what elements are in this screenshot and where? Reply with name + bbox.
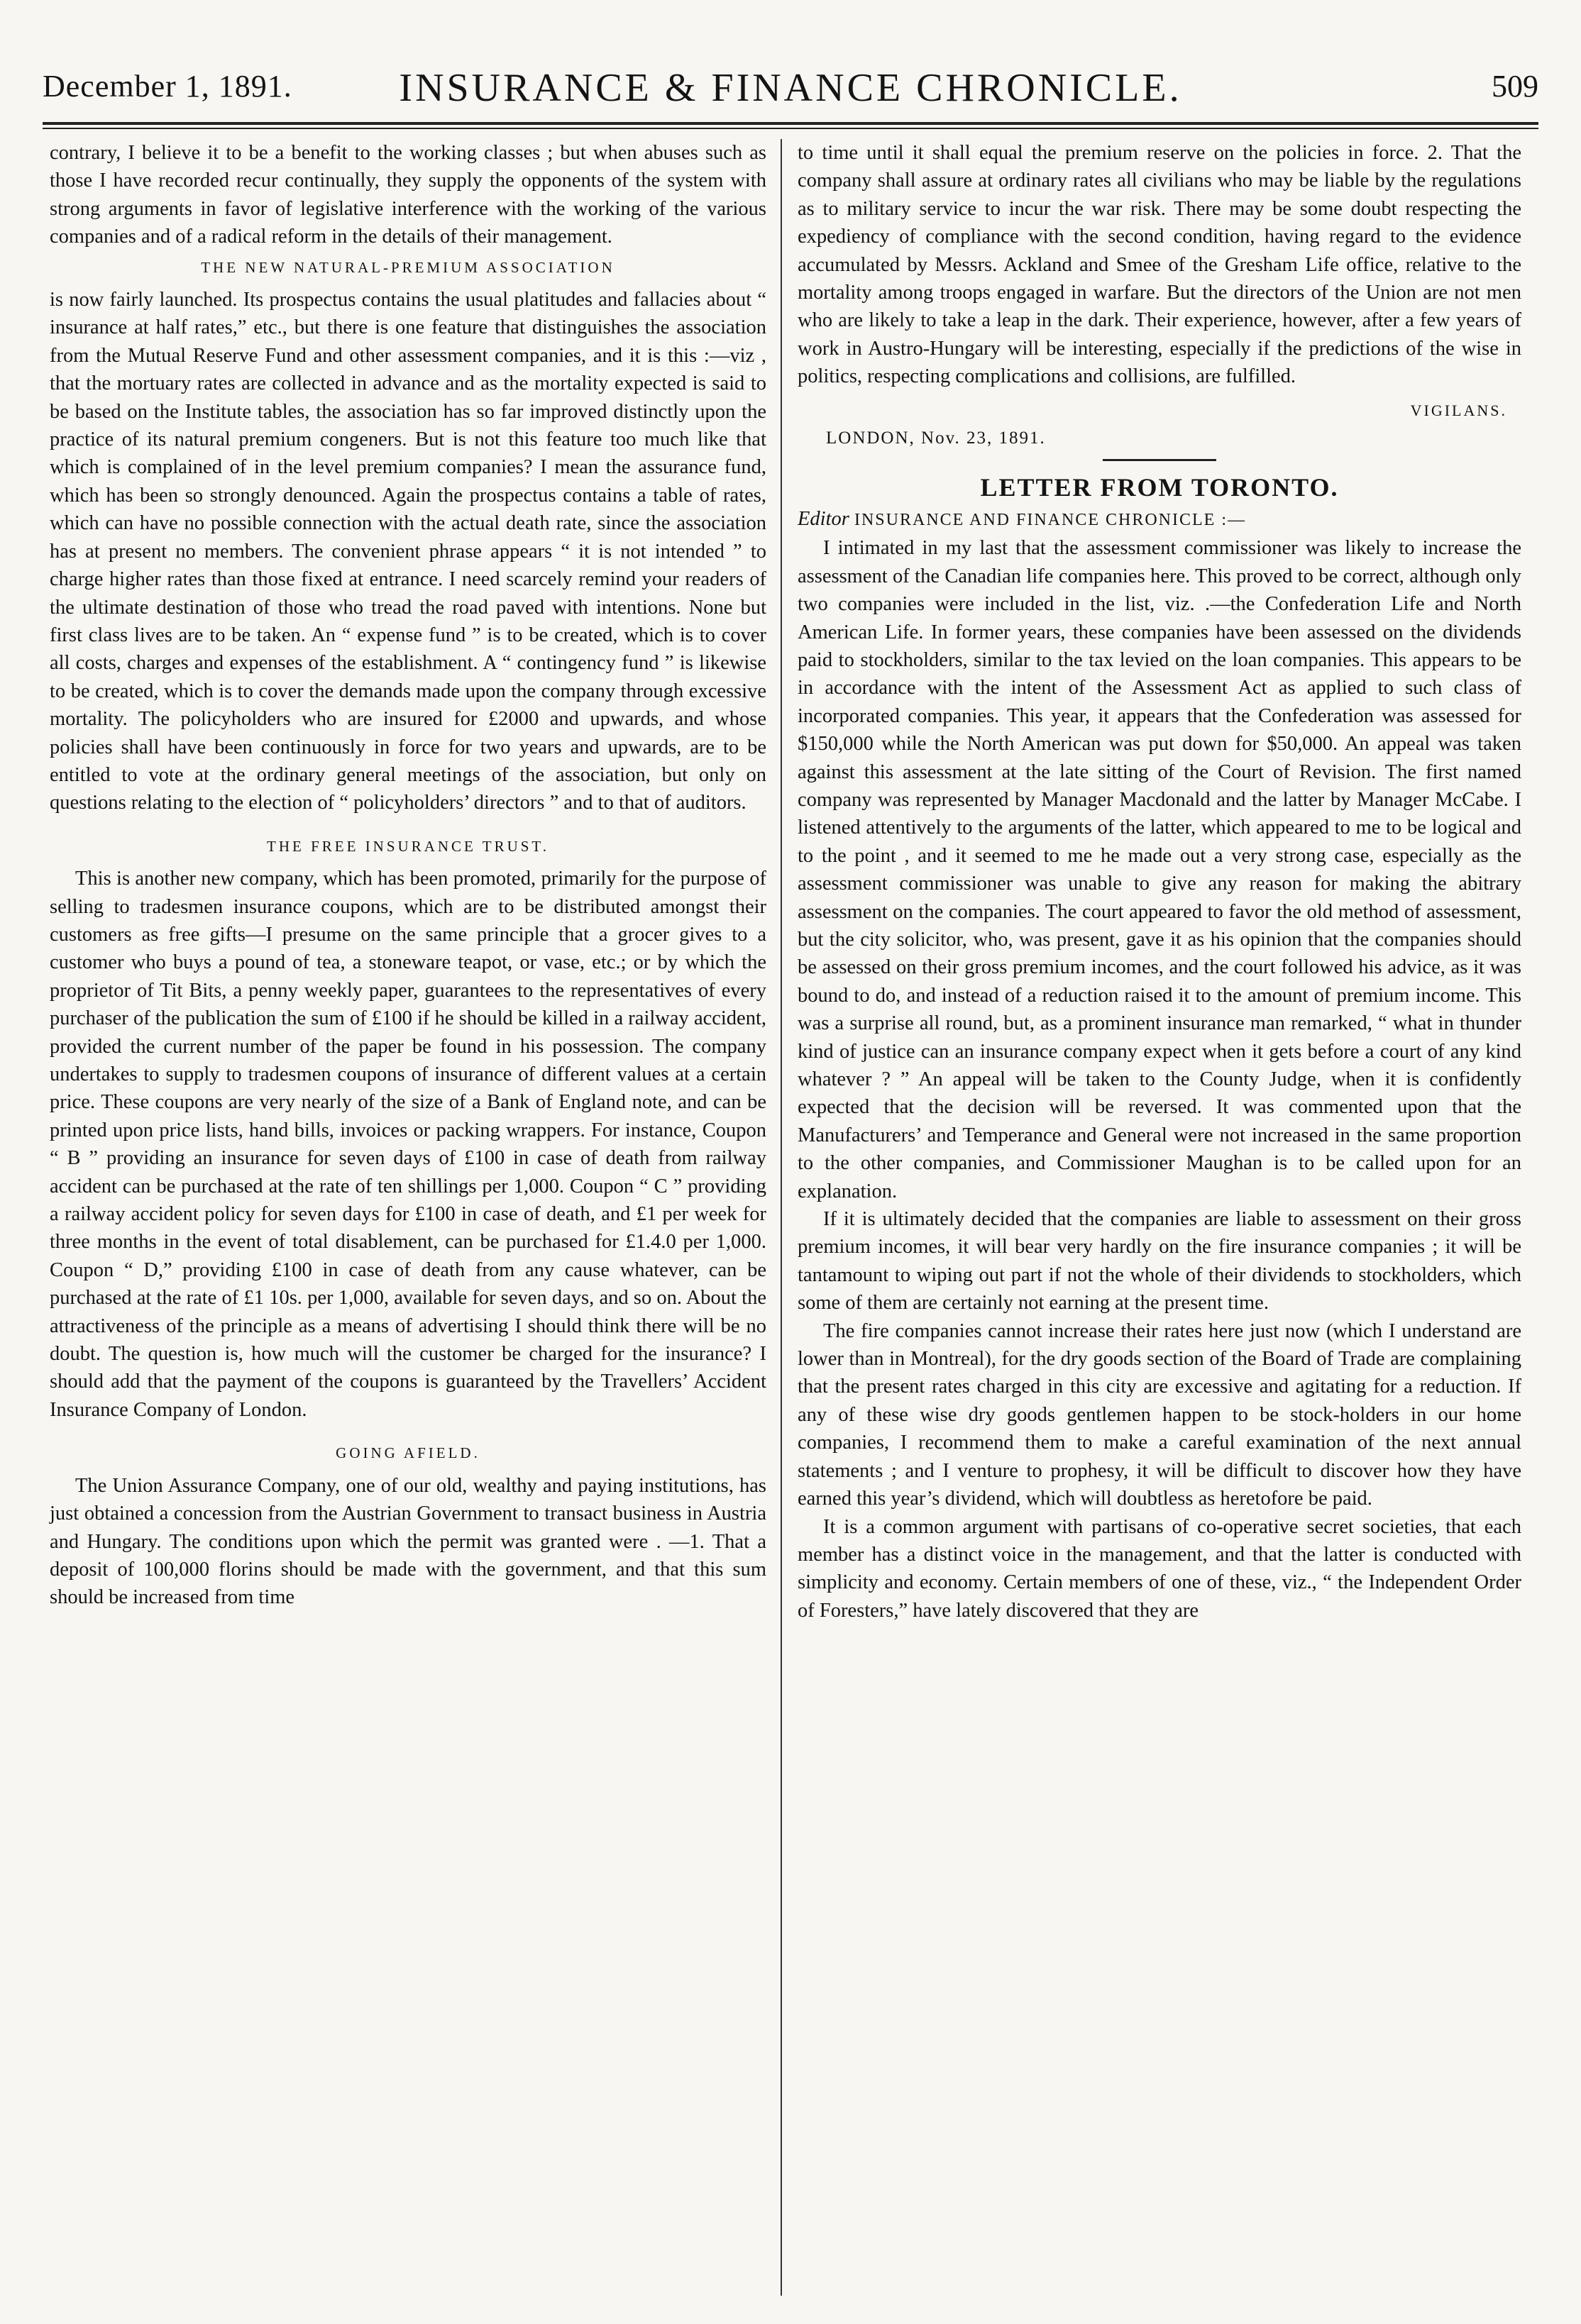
paragraph: contrary, I believe it to be a benefit to the working classes ; but when abuses such as those I have recorded recur continually, they supply the opponents of the system with strong arguments in favor of legislative interference with the working of the various companies and of a radical reform in the details of their management. [50,142,766,248]
page-header [43,68,1538,118]
issue-date: December 1, 1891. [43,69,292,104]
paragraph: I intimated in my last that the assessment commissioner was likely to increase the assessment of the Canadian life companies here. This proved to be correct, although only two companies were included in the list, viz. .—the Confederation Life and North American Life. In former years, these companies have been assessed on the dividends paid to stockholders, similar to the tax levied on the loan companies. This appears to be in accordance with the intent of the Assessment Act as applied to such class of incorporated companies. This year, it appears that the Confederation was assessed for $150,000 while the North American was put down for $50,000. An appeal was taken against this assessment at the late sitting of the Court of Revision. The first named company was represented by Manager Macdonald and the latter by Manager McCabe. I listened attentively to the arguments of the latter, which appeared to me to be logical and to the point , and it seemed to me he made out a very strong case, especially as the assessment commissioner was unable to give any reason for making the abitrary assessment on the companies. The court appeared to favor the old method of assessment, but the city solicitor, who, was present, gave it as his opinion that the companies should be assessed on their gross premium incomes, and the court followed his advice, as it was bound to do, and instead of a reduction raised it to the amount of premium income. This was a surprise all round, but, as a prominent insurance man remarked, “ what in thunder kind of justice can an insurance company expect when it gets before a court of any kind whatever ? ” An appeal will be taken to the County Judge, when it is confidently expected that the decision will be reversed. It was commented upon that the Manufacturers’ and Temperance and General were not increased in the same proportion to the other companies, and Commissioner Maughan is to be called upon for an explanation. [798,537,1521,1202]
letter-title: LETTER FROM TORONTO. [980,473,1339,502]
salutation [798,505,1521,534]
paragraph: If it is ultimately decided that the companies are liable to assessment on their gross premium incomes, it will bear very hardly on the fire insurance companies ; it will be tantamount to wiping out part if not the whole of their dividends to stockholders, which some of them are certainly not earning at the present time. [798,1208,1521,1315]
section-heading: THE FREE INSURANCE TRUST. [267,837,549,855]
signature: VIGILANS. [1410,401,1507,419]
salutation-name: INSURANCE AND FINANCE CHRONICLE :— [854,510,1246,529]
paragraph: This is another new company, which has been promoted, primarily for the purpose of selling to tradesmen insurance coupons, which are to be distributed amongst their customers as free gifts—I presume on the same principle that a grocer gives to a customer who buys a pound of tea, a stoneware teapot, or vase, etc.; or by which the proprietor of Tit Bits, a penny weekly paper, guarantees to the representatives of every purchaser of the publication the sum of £100 if he should be killed in a railway accident, provided the current number of the paper be found in his possession. The company undertakes to supply to tradesmen coupons of insurance of different values at a certain price. These coupons are very nearly of the size of a Bank of England note, and can be printed upon price lists, hand bills, invoices or packing wrappers. For instance, Coupon “ B ” providing an insurance for seven days of £100 in case of death from railway accident can be purchased at the rate of ten shillings per 1,000. Coupon “ C ” providing a railway accident policy for seven days for £100 in case of death, and £1 per week for three months in the event of total disablement, can be purchased for £1.4.0 per 1,000. Coupon “ D,” providing £100 in case of death from any cause whatever, can be purchased at the rate of £1 10s. per 1,000, available for seven days, and so on. About the attractiveness of the principle as a means of advertising I should think there will be no doubt. The question is, how much will the customer be charged for the insurance? I should add that the payment of the coupons is guaranteed by the Travellers’ Accident Insurance Company of London. [50,868,766,1421]
header-rule-thin [43,128,1538,129]
page-number: 509 [1492,69,1538,104]
paragraph: The fire companies cannot increase their rates here just now (which I understand are lower than in Montreal), for the dry goods section of the Board of Trade are complaining that the present rates charged in this city are excessive and agitating for a reduction. If any of these wise dry goods gentlemen happen to be stock-holders in our home companies, I recommend them to make a careful examination of the next annual statements ; and I venture to prophesy, it will be difficult to discover how they have earned this year’s dividend, which will doubtless as heretofore be paid. [798,1319,1521,1510]
paragraph: The Union Assurance Company, one of our old, wealthy and paying institutions, has just obtained a concession from the Austrian Government to transact business in Austria and Hungary. The conditions upon which the permit was granted were . —1. That a deposit of 100,000 florins should be made with the government, and that this sum should be increased from time [50,1474,766,1609]
column-divider [781,139,782,2296]
section-heading: THE NEW NATURAL-PREMIUM ASSOCIATION [201,258,615,276]
section-heading: GOING AFIELD. [336,1444,480,1462]
right-column [798,139,1521,2296]
header-rule-thick [43,122,1538,125]
dateline: LONDON, Nov. 23, 1891. [826,428,1046,448]
paragraph: to time until it shall equal the premium reserve on the policies in force. 2. That the company shall assure at ordinary rates all civilians who may be liable by the regulations as to military service to incur the war risk. There may be some doubt respecting the expediency of compliance with the second condition, having regard to the evidence accumulated by Messrs. Ackland and Smee of the Gresham Life office, relative to the mortality among troops engaged in warfare. But the directors of the Union are not men who are likely to take a leap in the dark. Their experience, however, after a few years of work in Austro-Hungary will be interesting, especially if the predictions of the wise in politics, respecting complications and collisions, are fulfilled. [798,142,1521,388]
paragraph: is now fairly launched. Its prospectus contains the usual platitudes and fallacies about “ insurance at half rates,” etc., but there is one feature that distinguishes the association from the Mutual Reserve Fund and other assessment companies, and it is this :—viz , that the mortuary rates are collected in advance and as the mortality expected is said to be based on the Institute tables, the association has so far improved distinctly upon the practice of its natural premium congeners. But is not this feature too much like that which is complained of in the level premium companies? I mean the assurance fund, which has been so strongly denounced. Again the prospectus contains a table of rates, which can have no possible connection with the actual death rate, since the association has at present no members. The convenient phrase appears “ it is not intended ” to charge higher rates than those fixed at entrance. I need scarcely remind your readers of the ultimate destination of those who tread the road paved with intentions. None but first class lives are to be taken. An “ expense fund ” is to be created, which is to cover all costs, charges and expenses of the establishment. A “ contingency fund ” is likewise to be created, which is to cover the demands made upon the company through excessive mortality. The policyholders who are insured for £2000 and upwards, and whose policies shall have been continuously in force for two years and upwards, are to be entitled to vote at the ordinary general meetings of the association, but only on questions relating to the election of “ policyholders’ directors ” and to that of auditors. [50,289,766,814]
separator-rule [1103,459,1216,461]
left-column [50,139,766,2296]
salutation-prefix: Editor [798,507,849,530]
publication-title: INSURANCE & FINANCE CHRONICLE. [399,66,1182,110]
paragraph: It is a common argument with partisans of co-operative secret societies, that each member has a distinct voice in the management, and that the latter is conducted with simplicity and economy. Certain members of one of these, viz., “ the Independent Order of Foresters,” have lately discovered that they are [798,1515,1521,1622]
